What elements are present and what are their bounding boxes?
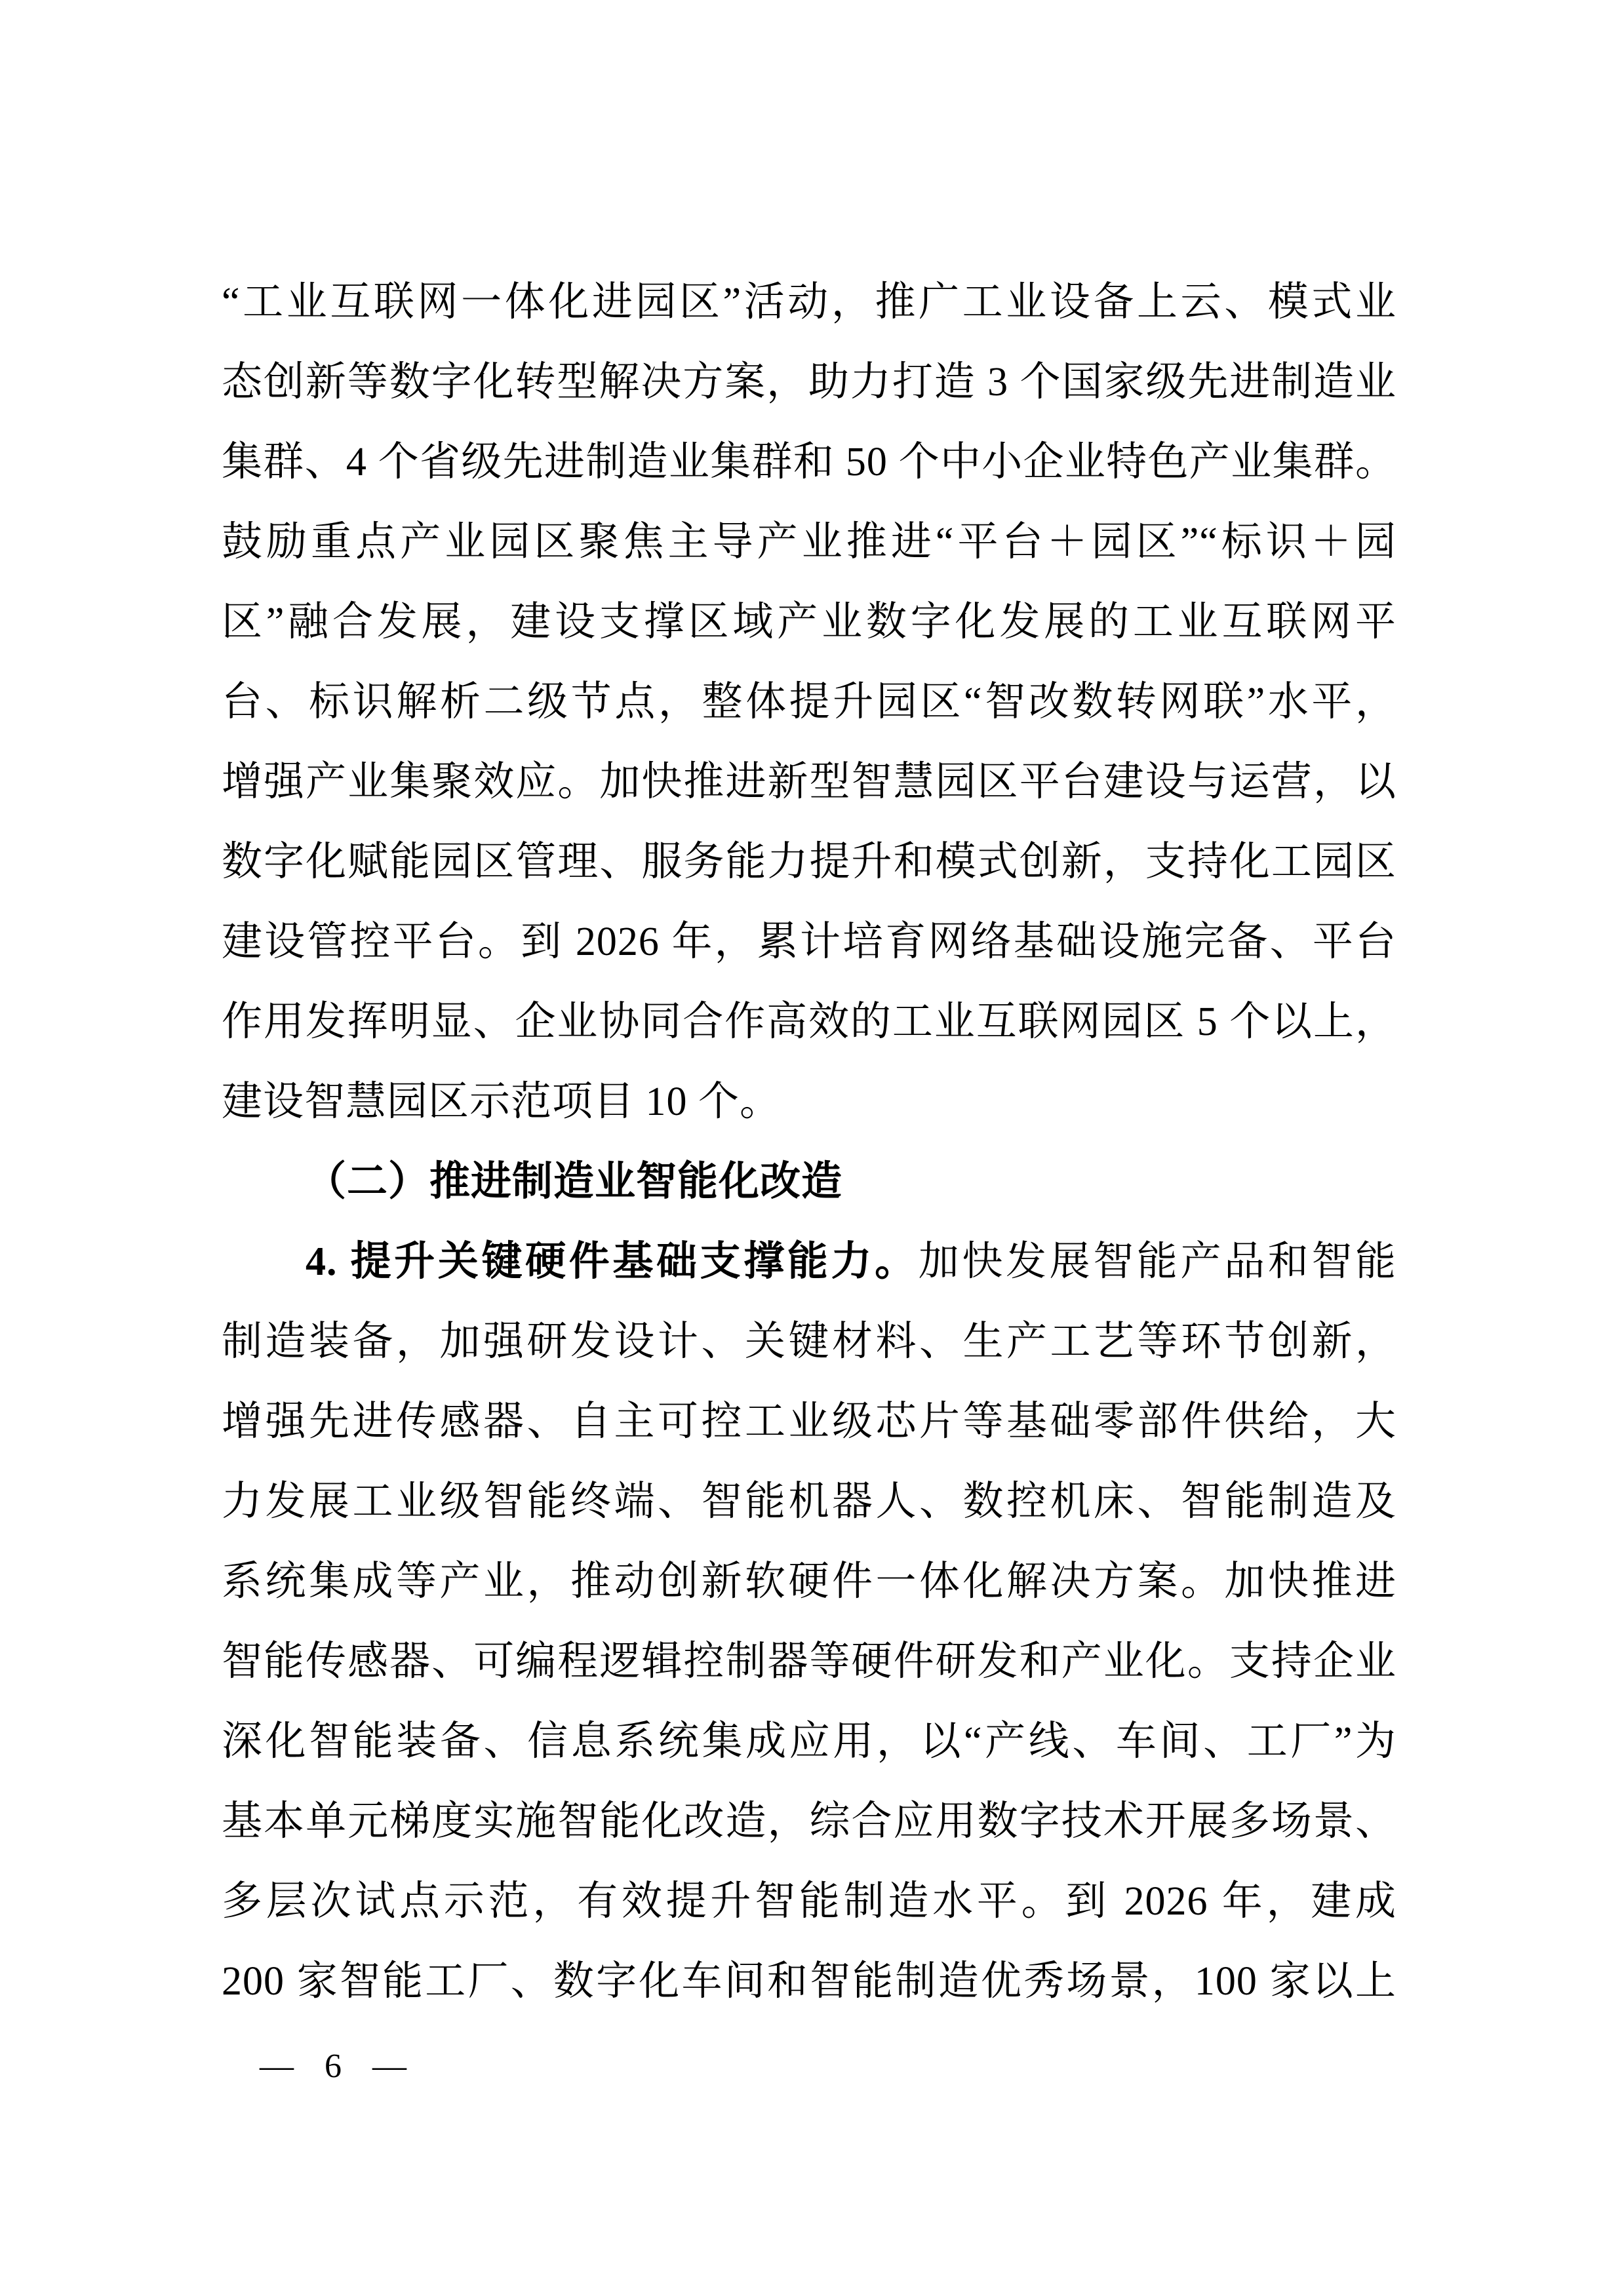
body-text: 台、标识解析二级节点，整体提升园区“智改数转网联”水平， — [222, 680, 1396, 724]
body-text: 集群、4 个省级先进制造业集群和 50 个中小企业特色产业集群。 — [222, 440, 1396, 484]
text-line — [222, 1462, 1396, 1542]
body-text: 基本单元梯度实施智能化改造，综合应用数字技术开展多场景、 — [222, 1799, 1396, 1844]
heading-text: 4. 提升关键硬件基础支撑能力。 — [306, 1239, 919, 1284]
text-line — [222, 662, 1396, 742]
body-text: “工业互联网一体化进园区”活动，推广工业设备上云、模式业 — [222, 280, 1396, 324]
text-line — [222, 502, 1396, 582]
body-text: 鼓励重点产业园区聚焦主导产业推进“平台＋园区”“标识＋园 — [222, 520, 1396, 564]
body-text: 增强先进传感器、自主可控工业级芯片等基础零部件供给，大 — [222, 1399, 1396, 1444]
body-text: 区”融合发展，建设支撑区域产业数字化发展的工业互联网平 — [222, 600, 1396, 644]
body-text: 系统集成等产业，推动创新软硬件一体化解决方案。加快推进 — [222, 1559, 1396, 1604]
text-line — [222, 422, 1396, 502]
body-text: 建设管控平台。到 2026 年，累计培育网络基础设施完备、平台 — [222, 920, 1396, 964]
text-line — [222, 982, 1396, 1062]
text-line — [222, 262, 1396, 342]
text-line — [222, 1062, 1396, 1142]
text-line — [222, 1382, 1396, 1462]
text-line — [222, 822, 1396, 902]
text-line — [222, 1222, 1396, 1302]
body-text: 多层次试点示范，有效提升智能制造水平。到 2026 年，建成 — [222, 1879, 1396, 1924]
text-line — [222, 1702, 1396, 1781]
text-line — [222, 342, 1396, 422]
text-line — [222, 1622, 1396, 1702]
text-line — [222, 1142, 1396, 1222]
body-text: 增强产业集聚效应。加快推进新型智慧园区平台建设与运营，以 — [222, 760, 1396, 804]
text-line — [222, 1302, 1396, 1382]
text-line — [222, 1781, 1396, 1861]
text-line — [222, 1542, 1396, 1622]
body-text: 深化智能装备、信息系统集成应用，以“产线、车间、工厂”为 — [222, 1719, 1396, 1764]
body-text: 态创新等数字化转型解决方案，助力打造 3 个国家级先进制造业 — [222, 360, 1396, 404]
body-text: 200 家智能工厂、数字化车间和智能制造优秀场景，100 家以上 — [222, 1959, 1396, 2004]
text-line — [222, 902, 1396, 982]
body-text: 加快发展智能产品和智能 — [918, 1239, 1396, 1284]
body-text: 作用发挥明显、企业协同合作高效的工业互联网园区 5 个以上， — [222, 1000, 1396, 1044]
body-text: 数字化赋能园区管理、服务能力提升和模式创新，支持化工园区 — [222, 840, 1396, 884]
body-text: 智能传感器、可编程逻辑控制器等硬件研发和产业化。支持企业 — [222, 1639, 1396, 1684]
text-line — [222, 582, 1396, 662]
body-text: 建设智慧园区示范项目 10 个。 — [222, 1080, 782, 1124]
text-line — [222, 1941, 1396, 2021]
heading-text: （二）推进制造业智能化改造 — [306, 1159, 843, 1204]
body-text: 制造装备，加强研发设计、关键材料、生产工艺等环节创新， — [222, 1319, 1396, 1364]
document-body — [222, 262, 1396, 2021]
body-text: 力发展工业级智能终端、智能机器人、数控机床、智能制造及 — [222, 1479, 1396, 1524]
text-line — [222, 1861, 1396, 1941]
page-number-footer: — 6 — — [260, 2048, 408, 2085]
text-line — [222, 742, 1396, 822]
